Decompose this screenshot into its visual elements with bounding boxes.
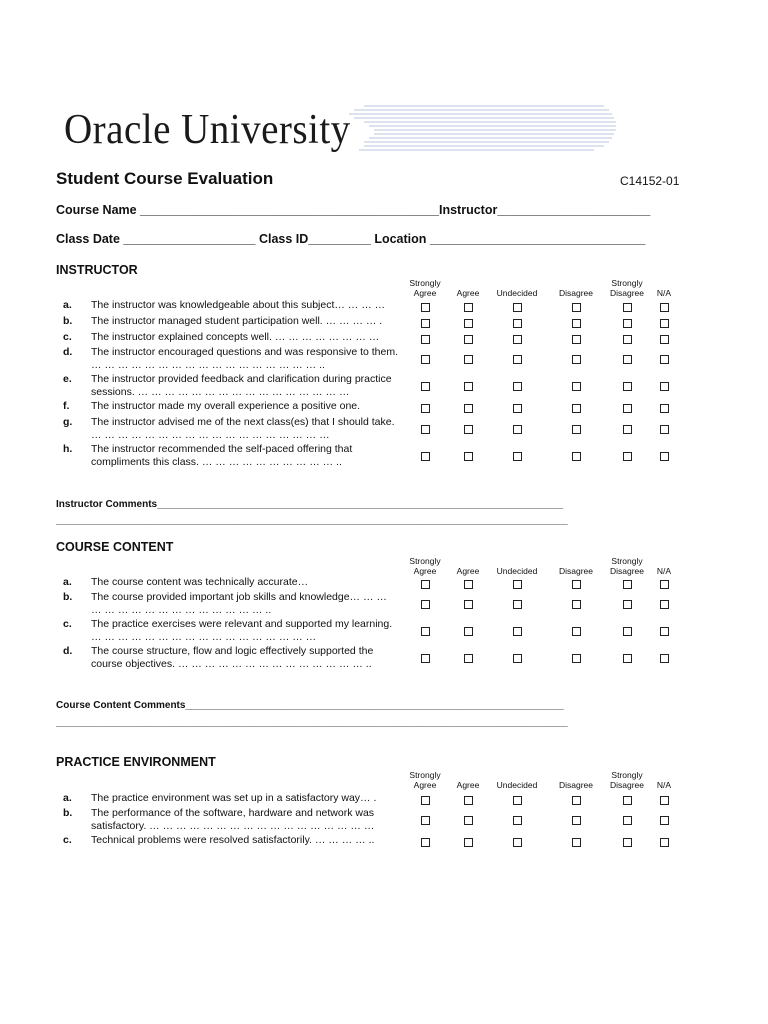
- rating-checkbox[interactable]: [572, 452, 581, 461]
- rating-checkbox[interactable]: [623, 355, 632, 364]
- question-text: The instructor provided feedback and clarification during practice sessions. … … … … … … … … … … … … … … … …: [91, 373, 392, 398]
- question-letter: c.: [63, 618, 72, 630]
- column-header: Strongly Agree: [409, 278, 441, 298]
- rating-checkbox[interactable]: [421, 816, 430, 825]
- rating-checkbox[interactable]: [660, 816, 669, 825]
- rating-checkbox[interactable]: [464, 838, 473, 847]
- column-header: Agree: [456, 566, 480, 576]
- rating-checkbox[interactable]: [513, 425, 522, 434]
- question-letter: c.: [63, 834, 72, 846]
- question-letter: a.: [63, 792, 72, 804]
- rating-checkbox[interactable]: [513, 404, 522, 413]
- column-header: N/A: [656, 288, 672, 298]
- rating-checkbox[interactable]: [464, 335, 473, 344]
- question-letter: c.: [63, 331, 72, 343]
- page-title: Student Course Evaluation: [56, 169, 274, 188]
- rating-checkbox[interactable]: [623, 796, 632, 805]
- question-text: The course structure, flow and logic effectively supported the course objectives. … … … … … … … … … … … … … … ..: [91, 645, 374, 670]
- rating-checkbox[interactable]: [464, 355, 473, 364]
- rating-checkbox[interactable]: [464, 796, 473, 805]
- rating-checkbox[interactable]: [421, 796, 430, 805]
- question-text: The instructor made my overall experience a positive one.: [91, 400, 361, 412]
- rating-checkbox[interactable]: [513, 355, 522, 364]
- rating-checkbox[interactable]: [464, 425, 473, 434]
- rating-checkbox[interactable]: [623, 404, 632, 413]
- rating-checkbox[interactable]: [572, 796, 581, 805]
- rating-checkbox[interactable]: [660, 796, 669, 805]
- rating-checkbox[interactable]: [513, 335, 522, 344]
- rating-checkbox[interactable]: [572, 404, 581, 413]
- comments-line-instructor[interactable]: Instructor Comments_________________________________________________________________________: [56, 499, 564, 510]
- rating-checkbox[interactable]: [623, 580, 632, 589]
- rating-checkbox[interactable]: [660, 355, 669, 364]
- rating-checkbox[interactable]: [660, 303, 669, 312]
- question-text: The course provided important job skills and knowledge… … … … … … … … … … … … … … … … ..: [91, 591, 387, 616]
- rating-checkbox[interactable]: [572, 425, 581, 434]
- rating-checkbox[interactable]: [572, 355, 581, 364]
- column-header: Undecided: [496, 288, 538, 298]
- question-letter: b.: [63, 807, 73, 819]
- column-header: Strongly Disagree: [609, 770, 645, 790]
- section-title-instructor: INSTRUCTOR: [56, 263, 138, 277]
- rating-checkbox[interactable]: [513, 796, 522, 805]
- rating-checkbox[interactable]: [464, 816, 473, 825]
- rating-checkbox[interactable]: [660, 319, 669, 328]
- rating-checkbox[interactable]: [421, 654, 430, 663]
- rating-checkbox[interactable]: [572, 580, 581, 589]
- rating-checkbox[interactable]: [421, 335, 430, 344]
- rating-checkbox[interactable]: [513, 654, 522, 663]
- section-title-course-content: COURSE CONTENT: [56, 540, 174, 554]
- rating-checkbox[interactable]: [464, 404, 473, 413]
- rating-checkbox[interactable]: [513, 580, 522, 589]
- rating-checkbox[interactable]: [421, 355, 430, 364]
- column-header: Undecided: [496, 780, 538, 790]
- rating-checkbox[interactable]: [421, 303, 430, 312]
- column-header: Undecided: [496, 566, 538, 576]
- rating-checkbox[interactable]: [572, 319, 581, 328]
- question-text: Technical problems were resolved satisfactorily. … … … … ..: [91, 834, 375, 846]
- question-text: The instructor explained concepts well. … … … … … … … …: [91, 331, 380, 343]
- column-header: Disagree: [558, 566, 594, 576]
- question-letter: a.: [63, 576, 72, 588]
- column-header: Strongly Agree: [409, 556, 441, 576]
- rating-checkbox[interactable]: [464, 303, 473, 312]
- rating-checkbox[interactable]: [623, 838, 632, 847]
- rating-checkbox[interactable]: [623, 425, 632, 434]
- question-letter: d.: [63, 645, 73, 657]
- column-header: Agree: [456, 288, 480, 298]
- rating-checkbox[interactable]: [464, 319, 473, 328]
- question-text: The instructor managed student participation well. … … … … .: [91, 315, 383, 327]
- rating-checkbox[interactable]: [623, 335, 632, 344]
- rating-checkbox[interactable]: [572, 838, 581, 847]
- rating-checkbox[interactable]: [513, 816, 522, 825]
- rating-checkbox[interactable]: [464, 382, 473, 391]
- section-title-practice-environment: PRACTICE ENVIRONMENT: [56, 755, 216, 769]
- question-text: The instructor encouraged questions and was responsive to them. … … … … … … … … … … … … … … … … … ..: [91, 346, 399, 371]
- rating-checkbox[interactable]: [660, 838, 669, 847]
- question-letter: e.: [63, 373, 72, 385]
- rating-checkbox[interactable]: [421, 627, 430, 636]
- rating-checkbox[interactable]: [421, 404, 430, 413]
- question-text: The performance of the software, hardware and network was satisfactory. … … … … … … … … … … … … … … … … …: [91, 807, 375, 832]
- rating-checkbox[interactable]: [623, 382, 632, 391]
- column-header: Disagree: [558, 780, 594, 790]
- rating-checkbox[interactable]: [660, 382, 669, 391]
- rating-checkbox[interactable]: [421, 838, 430, 847]
- column-header: Disagree: [558, 288, 594, 298]
- rating-checkbox[interactable]: [572, 382, 581, 391]
- question-text: The practice exercises were relevant and supported my learning. … … … … … … … … … … … … … … … … …: [91, 618, 393, 643]
- rating-checkbox[interactable]: [623, 319, 632, 328]
- question-text: The instructor recommended the self-paced offering that compliments this class. … … … … … … … … … … ..: [91, 443, 353, 468]
- question-text: The practice environment was set up in a satisfactory way… .: [91, 792, 377, 804]
- document-code: C14152-01: [620, 174, 680, 188]
- rating-checkbox[interactable]: [464, 654, 473, 663]
- rating-checkbox[interactable]: [623, 452, 632, 461]
- course-name-instructor-line[interactable]: Course Name ___________________________________________Instructor______________________: [56, 203, 651, 217]
- rating-checkbox[interactable]: [421, 319, 430, 328]
- comments-line-course-content[interactable]: Course Content Comments____________________________________________________________________: [56, 700, 564, 711]
- question-letter: h.: [63, 443, 73, 455]
- column-header: Strongly Disagree: [609, 278, 645, 298]
- rating-checkbox[interactable]: [572, 654, 581, 663]
- rating-checkbox[interactable]: [513, 382, 522, 391]
- rating-checkbox[interactable]: [623, 600, 632, 609]
- rating-checkbox[interactable]: [513, 627, 522, 636]
- column-header: N/A: [656, 780, 672, 790]
- rating-checkbox[interactable]: [660, 452, 669, 461]
- rating-checkbox[interactable]: [421, 425, 430, 434]
- rating-checkbox[interactable]: [572, 335, 581, 344]
- question-letter: b.: [63, 315, 73, 327]
- rating-checkbox[interactable]: [464, 580, 473, 589]
- rating-checkbox[interactable]: [660, 404, 669, 413]
- rating-checkbox[interactable]: [421, 600, 430, 609]
- question-letter: b.: [63, 591, 73, 603]
- rating-checkbox[interactable]: [660, 580, 669, 589]
- question-letter: a.: [63, 299, 72, 311]
- column-header: N/A: [656, 566, 672, 576]
- rating-checkbox[interactable]: [660, 335, 669, 344]
- class-date-id-location-line[interactable]: Class Date ___________________ Class ID_________ Location _______________________________: [56, 232, 646, 246]
- rating-checkbox[interactable]: [572, 816, 581, 825]
- column-header: Strongly Agree: [409, 770, 441, 790]
- rating-checkbox[interactable]: [421, 382, 430, 391]
- column-header: Agree: [456, 780, 480, 790]
- rating-checkbox[interactable]: [572, 303, 581, 312]
- rating-checkbox[interactable]: [513, 452, 522, 461]
- comments-continuation-line[interactable]: ____________________________________________________________________________________________: [56, 515, 568, 526]
- question-letter: d.: [63, 346, 73, 358]
- rating-checkbox[interactable]: [623, 816, 632, 825]
- rating-checkbox[interactable]: [660, 627, 669, 636]
- rating-checkbox[interactable]: [464, 627, 473, 636]
- question-letter: g.: [63, 416, 73, 428]
- question-letter: f.: [63, 400, 70, 412]
- rating-checkbox[interactable]: [513, 319, 522, 328]
- rating-checkbox[interactable]: [623, 303, 632, 312]
- rating-checkbox[interactable]: [572, 627, 581, 636]
- rating-checkbox[interactable]: [660, 654, 669, 663]
- rating-checkbox[interactable]: [421, 580, 430, 589]
- comments-continuation-line[interactable]: ____________________________________________________________________________________________: [56, 717, 568, 728]
- rating-checkbox[interactable]: [513, 838, 522, 847]
- rating-checkbox[interactable]: [464, 600, 473, 609]
- rating-checkbox[interactable]: [513, 600, 522, 609]
- rating-checkbox[interactable]: [464, 452, 473, 461]
- rating-checkbox[interactable]: [623, 654, 632, 663]
- logo-text: Oracle University: [64, 107, 351, 153]
- rating-checkbox[interactable]: [660, 600, 669, 609]
- rating-checkbox[interactable]: [572, 600, 581, 609]
- question-text: The course content was technically accurate…: [91, 576, 309, 588]
- question-text: The instructor advised me of the next class(es) that I should take. … … … … … … … … … … … … … … … … … …: [91, 416, 395, 441]
- rating-checkbox[interactable]: [660, 425, 669, 434]
- rating-checkbox[interactable]: [513, 303, 522, 312]
- question-text: The instructor was knowledgeable about this subject… … … …: [91, 299, 386, 311]
- column-header: Strongly Disagree: [609, 556, 645, 576]
- rating-checkbox[interactable]: [421, 452, 430, 461]
- rating-checkbox[interactable]: [623, 627, 632, 636]
